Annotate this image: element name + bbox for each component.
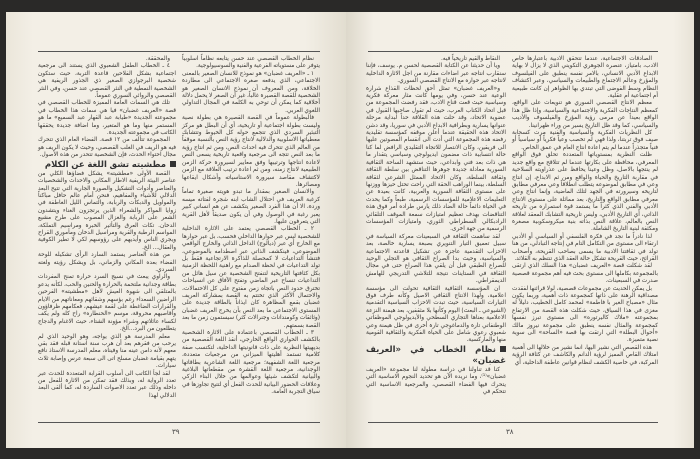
paragraph: ٤ ـ الخطاب الطفل الشعبوي الذي يستند الى مرجعية اجتماعية بشكل الفلاحين قاعدة التربة، حيث ستكون شخصية البرجوازي الصغير ذي الجذور الريفية هي الشخصية النمطية في النثر القصصي عند حسن، وفي النثر القصصي والروائي السوري عموماً. [38,63,176,100]
left-page-right-column [182,56,320,397]
section-heading [38,160,176,171]
paragraph: لذا نادراً ما نجد في فكرة الفلسفي أو السياسي أو الأدبي ارتقاء الى مستوى من التكامل التام في إنتاجه التبادلي، من هنا تولد في ثقافتنا الادبية ما يسمى بصاحب القريحة، وأصحاب القرائح، حيث القريحة تشكل حالة العقد الذي تنتظم به القلائد. [512,233,658,262]
paragraph: بل يمكن الحديث عن مجموعات قصصية، لولا قرائنها لفقدت مصداقية الرهنة على ذاتها كمجموعة ذات أهمية، وربما يكون مثال «مصباح الغير با فاطمة» لمحمد كامل الخطيب، دليلاً له مغزى في هذا السياق، حيث شكلت هذه القصة من الارتفاع بمجموعته «ملاك كاليرتوره» الى مستوى تبرز نفسها كمجموعة والمثال نفسه ينطبق على مجموعة نيروز مالك «أحوال البطلة» التي ارتقت بها قصة «الساحة» الى سوية نصية متميزة. [512,285,658,344]
right-page-right-column [512,56,658,367]
top-rule [368,51,658,52]
paragraph: ظلت النظرية بمستوياتها المتعددة تحلق فوق الواقع المعرفي، محافظة على بكارتها عندما لم تتلاقح مع واقع جديد لم ينتجها بالاصل، وظل وعينا يحافظ على عذراويته السلاحية في مقاربة التاريخ والحياة والواقع ومن ثم الابداع، إن انتاج وعي في مطابق لموضوعه يتطلب انطلاقاً وعي معرفي مطابق لتاريخه وسيرورته في الجهد لتلك الماضية، وإنما انتاج وعي معرفي مطابق الواقع والتاريخ، بعد مماثلة على مستوى الانتاج الأدبي والفني الذي كثراً ما يستمد قوة استمراره من تاريخه الذاتي، أي التاريخ الأدبي، وليس تاريخية التشابك المعقد لعلاقة النص بالعالم، علاقة النص بذاته بنية ميكروسكوبية مصغرة ومكثفة لبنية التاريخ الشاملة. [512,152,658,233]
paragraph: ان المؤسسة الثقافية الثقافية تحولت الى مؤسسة اعلامية، ولهذا الانتاج الثقافي الاصيل وكأنه طرف فوق التيارات السياسية، حيث تبدت الاحزاب السياسية التقدمية (الشيوعي ـ البعث) اليوم وكأنها بلا مثقفين، بعد هيمنة النزعة الاعلامية بعناها التجاري السطحي والأيديولوجي الموظفاتي الوطنفاتي تارة والدماغوجي تارة أخرى في ظل هيمنة وعي شعبوي رعوي شامل على الحياة الفكرية والثقافية القومية منها والماركسية. [366,285,506,344]
paragraph: كل النظريات الفكرية والسياسية والفنية مرت كسحابة صيف فوق تربتنا، ولذا فهي لم تخصب وعياً فكرياً أو سياسياً أو فنياً متجذراً عندما لم يتم اعادة انتاج العام في عمق الخاص. [512,130,658,151]
paragraph: معلم المدرسة هو الذي يواجه، وهو الوحيد الذي لم يرحب من فقرهم بعد أن هرب سنة استانة قبله فقد بقي معهم لأنه دامن عينه منا وفيناه، معلم المدرسة الاستاذ نافع يتهم بقيامة غضبان مسلح اتى الى سبعة عرس وإصابة ثلاث سيارات. [38,333,176,370]
paragraph: ١ ـ «العريف غضبان» هو نموذج للانسان الصغير بالمعنى الاجتماعي، الذي يدفعه صغره الاجتماعي الى مطاردة الخلافة، ومن المعروف أن نموذج الانسان الصغير هو الشخصية للقصة القصيرة غالباً، غير أن الصغر لا يحمل دلالة أخلاقية كما يمكن أن توحي به الكلمة في المجال التداولي اللغوي العربي. [182,70,320,114]
paragraph: ٢ ـ الخطاب القصصي يعتمد على الاثارة الداخلية للشخصية ليس عبر حوارها الداخلي فحسب، بل عبر حوارها مع الخارج أي عبر (ديالوج) الداخل الذاتي والخارج الواقعي الموضوعي، فينكشف الذاتي عبر اصطدامه بالموضوعي، فتنشأ التداعيات لا كمحصلة للذاكرة الارتجاعية فقط بل تولد التداعيات في لحظة الصدام مع راهنية اللحظة الزمنية بكل كثافتها التاريخية لتنفتح الشخصية عن سيل هائل من التداعيات تنساح عبر الماضي وتفتح الآفاق عن انسياحات تخترق حدود النص باتجاه زمن مفتوح على كل الاحتمالات، والاحتمال الأكثر الذي تختتم به القصة بمشاركة العريف غضبان بقمع المظاهرة كان ايذاناً بالطاقة جديدة على المستوى الاجتماعي ما بعد النص بأن يخرج العريف غضبان (وثائقات وكومندانات وجنرالات كثر) سيستمون زمن ما بعد القصة بسمتهم. [182,226,320,329]
bottom-rule [368,422,658,423]
paragraph: المجموعة تتألف من ١٢ قصة. الفضاء العام الذي تتحرك فيه هو الريف في الغلب القصصي، وحيث لا يكون الريف هو مجال احتواء الحدث، فإن الشخصية تتحدر من هذه الأصول. [38,137,176,159]
paragraph: نظام الخطاب القصصي عند حسن يتابعه نظاماً اسلوبياً يتوفر على مستوياته الفرعية والفنية والسوسيولوجية. [182,56,320,70]
top-rule [38,51,320,52]
paragraph: لقد شكلت قصة «العريف غضبان» هذا السلك الذي ارتقى بالمجموعة بكاملها الى مستوى بحث فيه أهم مجموعة قصصية صدرت في السبعينات. [512,263,658,285]
square-bullet-icon [170,161,176,167]
square-bullet-icon [500,346,506,352]
left-page [6,12,346,448]
right-page-left-column [366,56,506,396]
paragraph: كنا قد تناولنا في دراسة مطولة لنا مجموعة «العريف غضبان»⁽¹⁾، وما نريده الآن هو تحديد النجوم الاساسية التي يتحرك فيها الفضاء القصصي، والمرجعية الاساسية التي تتحكم في [366,366,506,396]
paragraph: القصة الأولى «مطشيته» يشكل فضاؤها الكلي من عناصر البيئة الريفية الاطار المكاني والاحداث والشخصيات والعناصر وأدوات التشكيل والصورة الجارية التي تتيح البعد الدلالي للأشياء والمفاهيم، فنحن أمام عالم حافل مباكناً والمواويل والدبكات والربابة، والتماس الليل الغاطفة في زوايا المواكر والشعراء الذين يرتجزون الغناء ويتشدون الشعر على الربابة والغزال المصوب على طرح مشيع الدخان. تكات العرق والتأثير الخبرة ومراسيم التملكة، المواسم الرطبة والقرية ومراسيل الدخان ومأموري القراح ويجري الناس وأيديهم على رؤوسهم لكي لا تطير الكوفية والعقال... الخ. [38,170,176,251]
paragraph: تلك هي السمات العامة المميزة للخطاب القصصي في قصة «العريف غضبان» فيا هي سمات هذا الخطاب في مجموعته الجديدة «طيابة عبد القهار عبد السميع» ما هو المستمر منها وما هو المتغير، وما اضافة جديدة يحققها الكاتب في مجموعته الجديدة. [38,100,176,137]
page-number: ٣٩ [172,428,180,436]
bottom-rule [38,422,320,423]
paragraph: النقاط والقيم تاريخياً فيه. [440,56,500,62]
paragraph: الصادقات الاجتماعية، عندما تتحقق الادبية باعتبارها خاص الادب، بامتياز، عنصره الجوهري التكويني الذي لا يزال لا بهاية الابداع الأدبي الانساني، بالامر نفسه ينطبق على الفيلسوف والمؤرخ وعالم الاجتماع والطبيعات والسياسي، وعبر اكتشاف النظام وسط الفوضى التي تبتدي بها الظواهر إن كانت طبيعية أم اجتماعية أم عقلية. [512,56,658,100]
right-page [346,12,694,448]
section-heading-text: مطشيته تشق اللغة عن الكلام [44,159,166,170]
left-page-left-column [38,56,176,400]
section-heading-text: نظام الخطاب في «العريف غضبان» [366,344,506,366]
paragraph: ويا أن حديثنا عن الكتابة القصصية لحسن م. يوسف، فإننا سنقارب انتاجه عبر اضاءات مقارنة من اجل الاثارة الداخلية لانتاجه عبر حواره مع الانتاج القصصي السوري. [366,63,506,85]
paragraph: من هذه العناصر يستمد السارد الرأى تشكيله للوحة الفضاء بعده المكاني والزماني، بل ويشكل رؤيته ولغته السردي. [38,252,176,273]
paragraph: والراوي يبعث في نسيج السرد حرارة تمنح المفردات بطاقة وجدانية ملتحمة بالحرارة والحنين والحب، لكأنه يدعو بالمتلقي الى شهوة العيش لأهل «مطشيته» الفرحين الراضين السعداء رغم بؤسهم وشقائهم ومعاناتهم من الايام والقرارات الضاغطة على لقمة عيشهم، فعكامهم ظرفاؤون وأقاصيهم محروقة، موسم «الحنطاره» راح كله ولم يكف لكساء عائلاتهم وشراء مؤونة الشتاء، حيث الاغنام والدجاج يتطلعون من البرد...الخ. [38,274,176,333]
page-number: ٣٨ [506,428,514,436]
paragraph: معظم الانتاج القصصي السوري هو تنويعات على الواقع، كمعظم النتاجات الفكرية والاجتماعية والسياسية، وإذا ظل هذا الواقع بعيداً عن مرمى رؤية المؤرخ والفيلسوف والأديب والسياسي، كما وقد ظل التاريخ يسير من وراء ظهرانينا. [512,100,658,129]
paragraph: ٣ ـ الخطاب القصصي باعتماده على الاثارة الشخصية بالكشف الحواري الواقع الخارجي، أنقذ اللغة القصصية من بديهيتها النظرية على ذات قانونيتها الداخلية، لتكتسب صفة كلامية تستمد أهليتها الميزاني من مرجعيات متعددة، مرجعية اللغة الشفهية؛ مرجعية اللغة الشاعرية بطاقاتها الوجدانية، مرجعية اللغة القشرة من مقطعاتها البلاغية والبيانية لتكشف شيئها وعوالمها من خلال البناء الزكي وعلاقات الحضور البيانية للحدث الفعل أي لتتيح تجاوزها في سياق التجربة العامة. [182,330,320,396]
paragraph: والمحققة. [145,56,170,62]
paragraph: فالبطولة عموماً في القصة القصيرة هي بطولة نصية وليست بطولة اجتماعية أو تاريخية، أي أن البطل هو مركز التبئير السردي الذي تتجمع حوله كل الخيوط وتتشابك معطياتها الاسلوبية والدلالية لانتاج رؤية النص بالنسبة موقفاً من العالم الذي تتحرك فيه احداث النص، ومن ثم انتاج رؤية ما بعد النص تتجه الى مرجعية واقعية تاريخية يسعى النص لاعادة انتاجها وترتيبها وفق معايير لسيرورة حركة الزمن الطبيعية لانتاج زمنه، ومن ثم اعادة ترتيب العلاقة مع الزمن لاكتشاف مقاصد سيرورة الاستاسياته وأشكال ايقاعها ومصائرها. [182,115,320,188]
paragraph: والانسان الصغير بمقدار ما تبدو هويته صغيرة تماماً كرغبة العريف في احتلال الشاب ابنه شجرة لفتاته ميسه وردة، الا أن هذا الفرد الصغير يتكشف عن هم انساني كبير يعبر رغبة في الوصول وفي أن يكون صديقاً لأهل القرية التي يتعرفون عليها. [182,189,320,225]
paragraph: هذه القصص التي نشير اليها، انما نشير من خلالها الى أهمية امتلاك القاص المميز لرؤية الدانم والكاشف عن كثافة الرؤية المركبة، في خاصية الكشف لنظام قوانين عاطفة الداخلية، أي [512,344,658,366]
paragraph: لقد ساهمت الثقافة في السبعينات معركة السياسة في سبيل تعميق التيار التنويري بصبغة يسارية خالصة، بعد الاحزاب التقدمية عاجزة عن تشكيل قاعدته الاجتماعية والسياسية، وحيث بدا الصراع الثقافي هو التجلي الوحيد للصراع الطبقي قبل أن يلقي هذا الصراع حتى في مجال الثقافة في الستاينات نتيجة للتلاشي التدريجي للهامش الديمقراطي. [366,233,506,285]
section-heading [366,345,506,367]
paragraph: لقد لجأ الكاتب الى أسلوب القرابة المتعددة للحدث عبر تعدد الرواية له، وبذلك فقد تمكن من الاثارة للفعل من داخله وذلك عبر تعدد الاصوات الساردة له، كما ألقى البعد الدلالي لهذا [38,370,176,399]
paragraph: و«العريف غضبان» تمثل أحق لحظات القذاع شرارة الوعية عند حسن، وفي يومها كانت مثار معركة فكرية وسياسية حيث قعت قناع الادب، فقد رفضت المجموعة من قبل اتحاد الكتاب العرب، حيث لم تقول صاحبها القبول في عضوية الاتحاد، وقد حلت هذه القلاقة حداً لبداية مرحلة عنوانها يسارية وبطرافية الابداع الأدبي في سوريا، وقد دشن الاتحاد هذه الحقيقة عندما أعلن موقفه كمؤسسة تقليدية رفضه هذه المجموعة التي أدت الى انقسام المصوتين عليها الى فريقين، وكان الانتصار للاتجاه التقليدي الرافض لما كنا حالة انتسابية ذات مضمون ايديولوجي وسياسي يتقدار ما هي ذات بعد فني وابداعي، حيث ستشهد الساحة الثقافية السورية معادلة جديدة جوهرها التناقض بين سلطة الثقافة وثقافة السلطة، وكان الاتحاد الممثل الشرعي لثقافة السلطة، بينما الوراهب الحقة التي راحت تحتل حيزها ووزنها على مستوى الثقافة السورية والعربية، كانت بعيدة عن التعليمات الاعلامية للمؤسسات الرسمية، طبعاً وكما يحدث في الحياة دائماً حالة الضاد ذلك يارس طراده أمر فوق هذه التناقضات بهدف تعظيم امتيازات سمعة الموقف التلقائي الرادبكالي السطراطي الثوري، وامتيازات المؤسسات الرسمية من جهة اخرى. [366,85,506,233]
